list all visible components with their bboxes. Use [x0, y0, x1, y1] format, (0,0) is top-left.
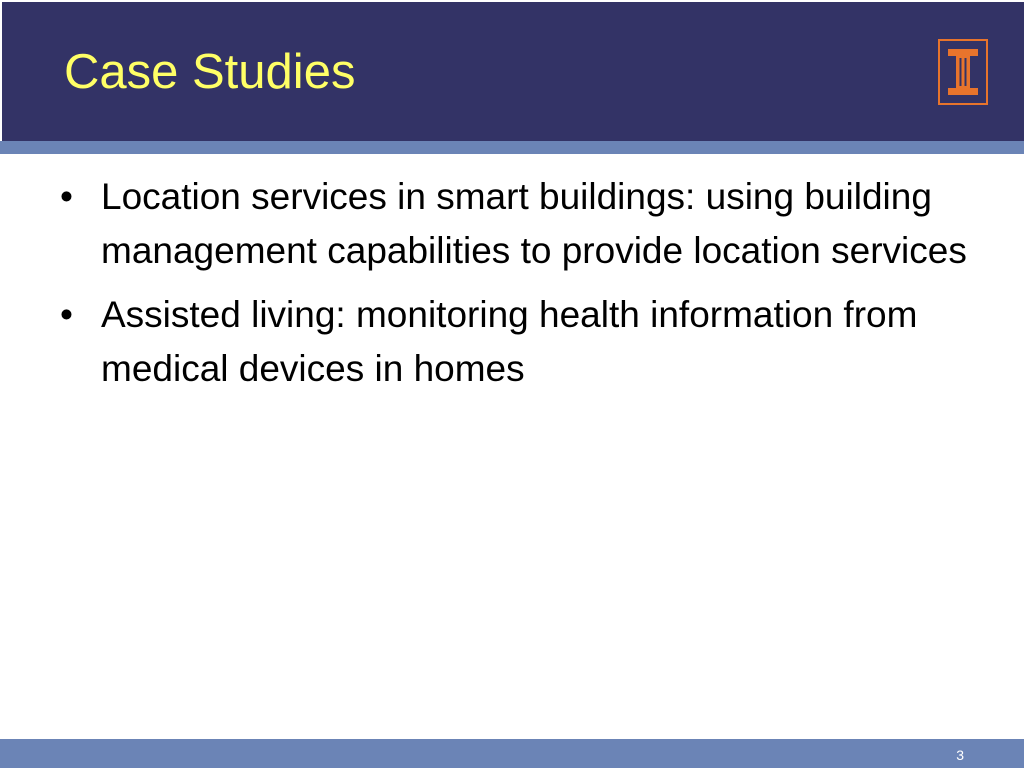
slide-title: Case Studies: [64, 45, 356, 99]
bullet-text: Assisted living: monitoring health information from medical devices in homes: [101, 294, 918, 389]
bullet-item: [58, 288, 978, 396]
illinois-logo-icon: [938, 39, 988, 105]
bullet-dot: •: [60, 294, 73, 335]
bullet-dot: •: [60, 176, 73, 217]
bullet-item: [58, 170, 978, 278]
title-bar: [0, 0, 1024, 141]
bullet-text: Location services in smart buildings: using building management capabilities to provide location services: [101, 176, 967, 271]
block-i-icon: [940, 41, 986, 103]
footer-bar: [0, 739, 1024, 768]
page-number: 3: [956, 747, 964, 763]
title-divider-stripe: [0, 141, 1024, 154]
bullet-list: [58, 170, 978, 406]
